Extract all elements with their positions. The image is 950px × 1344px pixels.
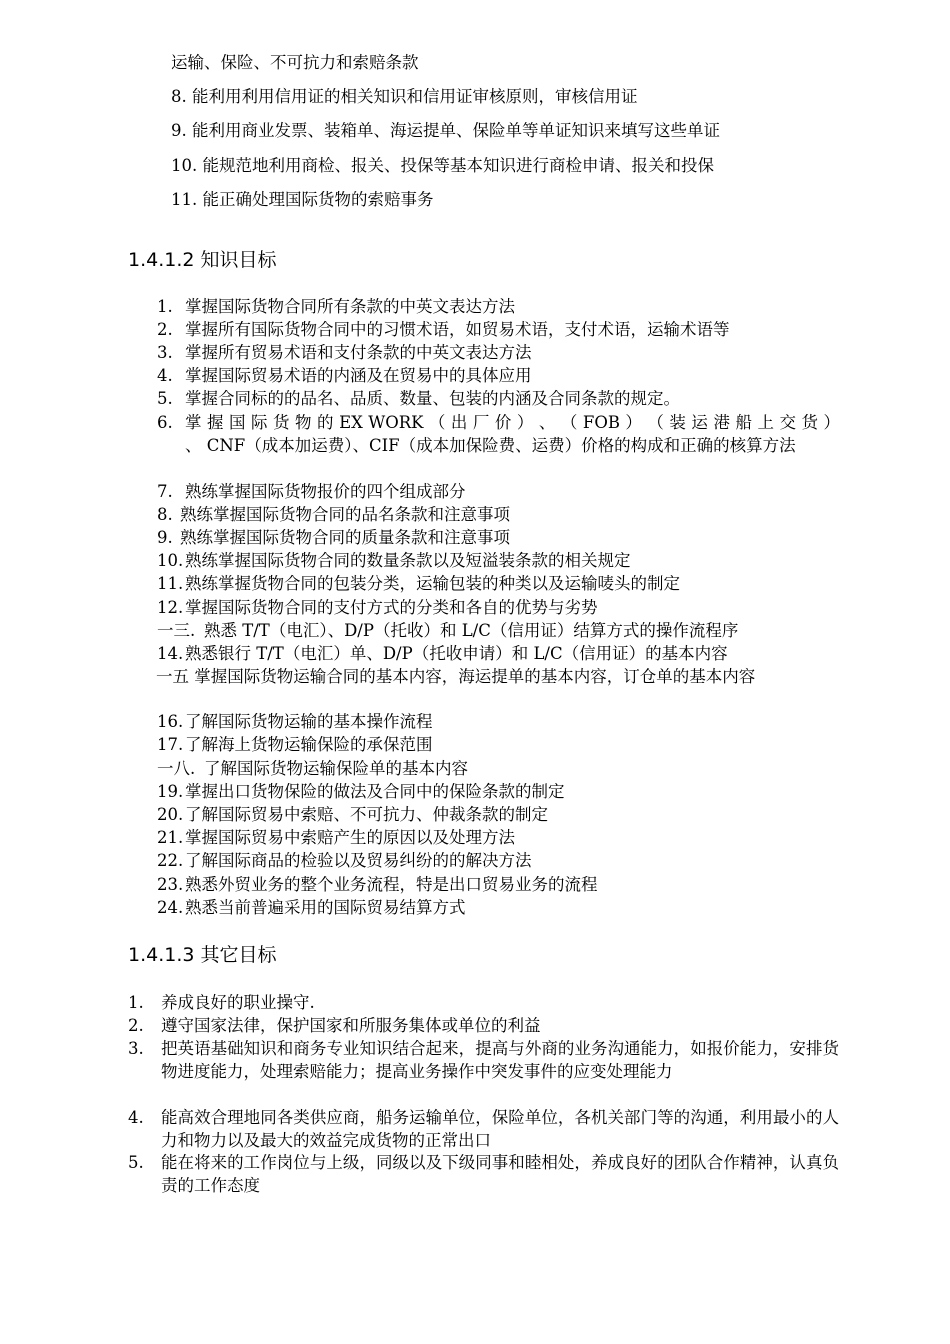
item-text: 了解国际商品的检验以及贸易纠纷的的解决方法 xyxy=(185,851,532,870)
item-text: 把英语基础知识和商务专业知识结合起来，提高与外商的业务沟通能力，如报价能力，安排货物进度能力，处理索赔能力；提高业务操作中突发事件的应变处理能力 xyxy=(161,1039,839,1081)
item-number: 5. xyxy=(128,1153,144,1172)
item-text: 熟悉银行 T/T（电汇）单、D/P（托收申请）和 L/C（信用证）的基本内容 xyxy=(185,644,728,663)
item-number: 9. xyxy=(157,528,173,547)
item-text: 了解国际货物运输保险单的基本内容 xyxy=(204,759,468,778)
item-text: 掌握国际货物合同所有条款的中英文表达方法 xyxy=(185,297,515,316)
item-number: 7. xyxy=(157,482,173,501)
ability-line: 10. 能规范地利用商检、报关、投保等基本知识进行商检申请、报关和投保 xyxy=(171,156,714,175)
item-text: 熟练掌握国际货物报价的四个组成部分 xyxy=(185,482,466,501)
item-text: 熟悉 T/T（电汇）、D/P（托收）和 L/C（信用证）结算方式的操作流程序 xyxy=(204,621,739,640)
section-heading-other: 1.4.1.3 其它目标 xyxy=(128,944,277,966)
item-text: 熟练掌握国际货物合同的质量条款和注意事项 xyxy=(180,528,510,547)
item-text: 掌握所有国际货物合同中的习惯术语，如贸易术语，支付术语，运输术语等 xyxy=(185,320,730,339)
item-number: 12. xyxy=(157,598,184,617)
ability-line: 运输、保险、不可抗力和索赔条款 xyxy=(171,53,419,72)
item-number: 19. xyxy=(157,782,184,801)
item-number: 一八. xyxy=(157,759,196,778)
item-number: 10. xyxy=(157,551,184,570)
item-text: 掌握国际贸易术语的内涵及在贸易中的具体应用 xyxy=(185,366,532,385)
item-text: 了解国际货物运输的基本操作流程 xyxy=(185,712,433,731)
item-number: 11. xyxy=(157,574,184,593)
item-number: 3. xyxy=(157,343,173,362)
ability-line: 9. 能利用商业发票、装箱单、海运提单、保险单等单证知识来填写这些单证 xyxy=(171,121,720,140)
ability-line: 8. 能利用利用信用证的相关知识和信用证审核原则，审核信用证 xyxy=(171,87,638,106)
item-number: 5. xyxy=(157,389,173,408)
item-text: 能高效合理地同各类供应商，船务运输单位，保险单位，各机关部门等的沟通，利用最小的人力和物力以及最大的效益完成货物的正常出口 xyxy=(161,1108,839,1150)
item-number: 23. xyxy=(157,875,184,894)
item-number: 17. xyxy=(157,735,184,754)
item-text: 能在将来的工作岗位与上级，同级以及下级同事和睦相处，养成良好的团队合作精神，认真负责的工作态度 xyxy=(161,1153,839,1195)
item-number: 4. xyxy=(128,1108,144,1127)
item-text: 掌握所有贸易术语和支付条款的中英文表达方法 xyxy=(185,343,532,362)
item-number: 4. xyxy=(157,366,173,385)
item-text: 掌 握 国 际 货 物 的 EX WORK （ 出 厂 价 ） 、 （ FOB ） （ 装 运 港 船 上 交 货 ） 、 CNF（成本加运费）、CIF（成本加保险费、运费）价格的构成和正确的核算方法 xyxy=(185,413,840,455)
item-text: 熟练掌握货物合同的包装分类，运输包装的种类以及运输唛头的制定 xyxy=(185,574,680,593)
section-heading-knowledge: 1.4.1.2 知识目标 xyxy=(128,249,277,271)
item-text: 掌握出口货物保险的做法及合同中的保险条款的制定 xyxy=(185,782,565,801)
item-text: 遵守国家法律，保护国家和所服务集体或单位的利益 xyxy=(161,1016,541,1035)
item-text: 掌握合同标的的品名、品质、数量、包装的内涵及合同条款的规定。 xyxy=(185,389,680,408)
item-number: 8. xyxy=(157,505,173,524)
item-number: 2. xyxy=(157,320,173,339)
item-number: 21. xyxy=(157,828,184,847)
item-text: 养成良好的职业操守. xyxy=(161,993,315,1012)
item-text: 熟练掌握国际货物合同的数量条款以及短溢装条款的相关规定 xyxy=(185,551,631,570)
item-text: 掌握国际贸易中索赔产生的原因以及处理方法 xyxy=(185,828,515,847)
item-number: 2. xyxy=(128,1016,144,1035)
item-text: 掌握国际货物合同的支付方式的分类和各自的优势与劣势 xyxy=(185,598,598,617)
item-number: 14. xyxy=(157,644,184,663)
item-text: 了解国际贸易中索赔、不可抗力、仲裁条款的制定 xyxy=(185,805,548,824)
item-number: 1. xyxy=(157,297,173,316)
item-number: 24. xyxy=(157,898,184,917)
item-text: 熟悉外贸业务的整个业务流程，特是出口贸易业务的流程 xyxy=(185,875,598,894)
item-text: 一五 掌握国际货物运输合同的基本内容，海运提单的基本内容，订仓单的基本内容 xyxy=(156,667,756,686)
item-number: 6. xyxy=(157,413,173,432)
item-number: 20. xyxy=(157,805,184,824)
item-text: 熟练掌握国际货物合同的品名条款和注意事项 xyxy=(180,505,510,524)
item-number: 22. xyxy=(157,851,184,870)
item-number: 一三. xyxy=(157,621,196,640)
item-number: 16. xyxy=(157,712,184,731)
item-number: 1. xyxy=(128,993,144,1012)
list-item xyxy=(128,665,843,688)
item-number: 3. xyxy=(128,1039,144,1058)
item-text: 熟悉当前普遍采用的国际贸易结算方式 xyxy=(185,898,466,917)
ability-line: 11. 能正确处理国际货物的索赔事务 xyxy=(171,190,434,209)
item-text: 了解海上货物运输保险的承保范围 xyxy=(185,735,433,754)
